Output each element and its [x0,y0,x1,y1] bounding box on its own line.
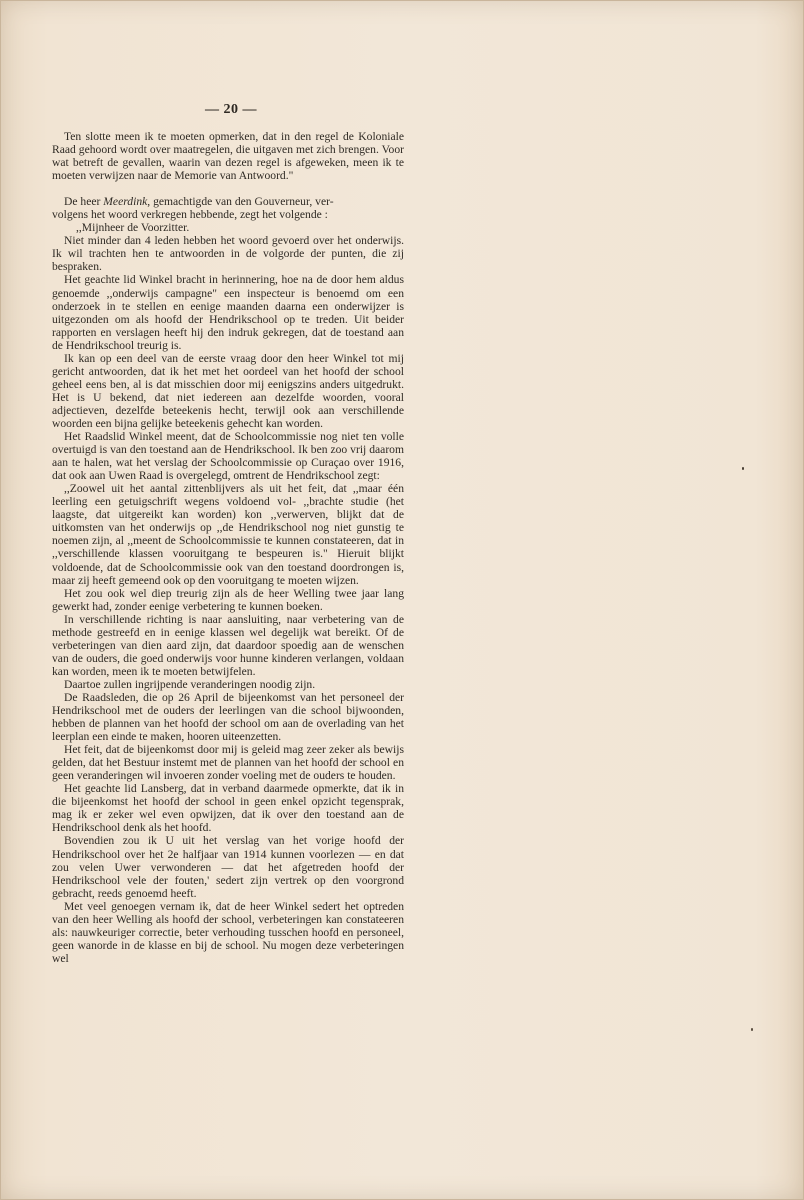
page-number: — 20 — [205,102,257,117]
paragraph: Het zou ook wel diep treurig zijn als de heer Welling twee jaar lang gewerkt had, zonder eenige verbetering te kunnen boeken. [52,586,404,613]
paragraph: Ik kan op een deel van de eerste vraag door den heer Winkel tot mij gericht antwoorden, dat ik het met het oordeel van het hoofd der school geheel eens ben, al is dat misschien door mij eenigszins anders uitgedrukt. Het is U bekend, dat niet iedereen aan dezelfde woorden, vooral adjectieven, dezelfde beteekenis hecht, terwijl ook aan verschillende woorden een bijna gelijke beteekenis gehecht kan worden. [52,351,404,430]
paragraph: Het feit, dat de bijeenkomst door mij is geleid mag zeer zeker als bewijs gelden, dat het Bestuur instemt met de plannen van het hoofd der school en geen veranderingen wil invoeren zonder voeling met de ouders te houden. [52,743,404,783]
paragraph: Daartoe zullen ingrijpende veranderingen noodig zijn. [64,677,316,691]
paper-speck [751,1028,753,1031]
paragraph: Het geachte lid Lansberg, dat in verband daarmede opmerkte, dat ik in die bijeenkomst het hoofd der school in geen enkel opzicht tegensprak, mag ik er zeker wel even opwijzen, dat ik over den toestand aan de Hendrikschool denk als het hoofd. [52,782,404,835]
paragraph: Het geachte lid Winkel bracht in herinnering, hoe na de door hem aldus genoemde ,,onderwijs campagne" een inspecteur is benoemd om een onderzoek in te stellen en eenige maanden daarna een onderwijzer is uitgezonden om als hoofd der Hendrikschool op te treden. Uit beider rapporten en verslagen heeft hij den indruk gekregen, dat de toestand aan de Hendrikschool treurig is. [52,273,404,352]
paragraph: In verschillende richting is naar aansluiting, naar verbetering van de methode gestreefd en in eenige klassen wel degelijk wat bereikt. Of de verbeteringen van dien aard zijn, dat daardoor spoedig aan de wenschen van de ouders, die goed onderwijs voor hunne kinderen verlangen, voldaan kan worden, meen ik te moeten betwijfelen. [52,612,404,678]
paragraph: volgens het woord verkregen hebbende, zegt het volgende : [52,208,328,222]
paragraph: Bovendien zou ik U uit het verslag van het vorige hoofd der Hendrikschool over het 2e halfjaar van 1914 kunnen voorlezen — en dat zou velen Uwer verwonderen — dat het afgetreden hoofd der Hendrikschool vele der fouten,' sedert zijn vertrek op den voorgrond gebracht, reeds genoemd heeft. [52,834,404,900]
paragraph-rest: , gemachtigde van den Gouverneur, ver- [147,195,334,209]
paper-speck [742,467,744,470]
paragraph: Met veel genoegen vernam ik, dat de heer Winkel sedert het optreden van den heer Welling als hoofd der school, verbeteringen kan constateeren als: nauwkeuriger correctie, beter verhouding tusschen hoofd en personeel, geen wanorde in de klasse en bij de school. Nu mogen deze verbeteringen wel [52,899,404,965]
salutation: ,,Mijnheer de Voorzitter. [76,221,190,235]
speaker-name: Meerdink [103,195,148,209]
paragraph: De Raadsleden, die op 26 April de bijeenkomst van het personeel der Hendrikschool met de ouders der leerlingen van die school bijwoonden, hebben de plannen van het hoofd der school om aan de overlading van het leerplan een einde te maken, hooren uiteenzetten. [52,690,404,744]
paragraph: Ten slotte meen ik te moeten opmerken, dat in den regel de Koloniale Raad gehoord wordt over maatregelen, die uitgaven met zich brengen. Voor wat betreft de gevallen, waarin van dezen regel is afgeweken, meen ik te moeten verwijzen naar de Memorie van Antwoord." [52,130,404,183]
paragraph: Niet minder dan 4 leden hebben het woord gevoerd over het onderwijs. Ik wil trachten hen te antwoorden in de volgorde der punten, die zij bespraken. [52,234,404,274]
body-text [52,130,404,965]
paragraph-lead: De heer [64,195,104,209]
paragraph-meerdink [52,195,404,208]
paragraph: Het Raadslid Winkel meent, dat de Schoolcommissie nog niet ten volle overtuigd is van den toestand aan de Hendrikschool. Ik ben zoo vrij daarom aan te halen, wat het verslag der Schoolcommissie op Curaçao over 1916, dat ook aan Uwen Raad is overgelegd, omtrent de Hendrikschool zegt: [52,430,404,483]
quotation: ,,Zoowel uit het aantal zittenblijvers als uit het feit, dat ,,maar één leerling een getuigschrift wegens voldoend vol- ,,brachte studie (het laagste, dat uitgereikt kan worden) kon ,,verwerven, blijkt dat de uitkomsten van het onderwijs op ,,de Hendrikschool nog niet gunstig te noemen zijn, al ,,meent de Schoolcommissie te kunnen constateeren, dat in ,,verschillende klassen vooruitgang te bespeuren is." Hieruit blijkt voldoende, dat de Schoolcommissie ook van den toestand doordrongen is, maar zij heeft gemeend ook op den vooruitgang te moeten wijzen. [52,482,404,587]
